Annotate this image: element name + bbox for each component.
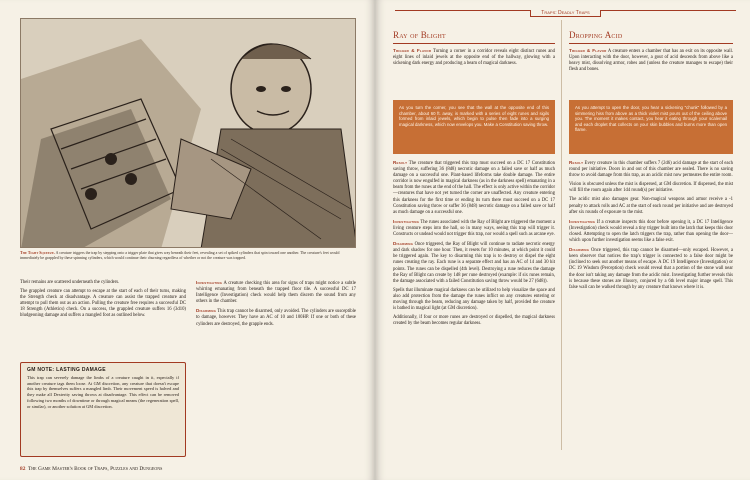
investigating-label: Investigating [393, 218, 420, 224]
disarming-label: Disarming [569, 247, 590, 253]
page-footer [20, 466, 162, 472]
left-column-1 [20, 280, 186, 323]
acid-trigger [569, 48, 733, 76]
paragraph [569, 48, 733, 73]
trigger-label: Trigger & Flavor [393, 48, 432, 53]
page-number: 82 [20, 466, 26, 472]
paragraph [196, 308, 356, 327]
paragraph: The grappled creature can attempt to escape at the start of each of their turns, making the Strength check at disadvantage. A creature can assist the trapped creature and attempt to pull them out as an action. Pulling the creature free requires a successful DC 18 Strength (Athletics) check. On a success, the grappled creature suffers 16 (3d10) bludgeoning damage and suffers a mangled foot as outlined below. [20, 289, 186, 319]
dropping-acid-title: Dropping Acid [569, 30, 623, 40]
ray-of-blight-title: Ray of Blight [393, 30, 446, 40]
illustration-art [21, 19, 356, 248]
paragraph: Vision is obscured unless the mist is dispersed, at GM discretion. If dispersed, the mist will fill the room again after 1d4 round(s) per initiative. [569, 182, 733, 194]
trigger-text: Turning a corner in a corridor reveals eight distinct runes and eight lines of inlaid jewels at the opposite end of the hallway, glowing with a sickening dark energy and producing a beam of magical darkness. [393, 49, 555, 67]
paragraph [393, 48, 555, 67]
caption-lead: The Tight Squeeze. [20, 251, 55, 255]
paragraph [569, 219, 733, 244]
running-head [395, 10, 736, 20]
paragraph [569, 247, 733, 291]
paragraph: Additionally, if four or more runes are destroyed or dispelled, the magical darkness created by the beam becomes regular darkness. [393, 315, 555, 327]
investigating-label: Investigating [196, 280, 223, 285]
paragraph: Spells that illuminate magical darkness can be utilized to help visualize the space and also add protection from the damage the runes inflict on any creatures entering or moving through the beam, reducing any damage taken by half, provided the creature is bathed in magical light (at GM discretion). [393, 287, 555, 312]
paragraph: Their remains are scattered underneath the cylinders. [20, 280, 120, 285]
left-column-2 [196, 280, 356, 331]
book-title: The Game Master's Book of Traps, Puzzles and Dungeons [28, 466, 163, 472]
title-rule [393, 43, 555, 44]
acid-body [569, 160, 733, 294]
paragraph [569, 160, 733, 179]
disarming-text: Once triggered, the Ray of Blight will continue to radiate necrotic energy and dark shadow for one hour. Then, it resets for 10 minutes, at which point it could be triggered again. The key to disarming this trap is to destroy or dispel the eight runes creating the ray. Each rune is a separate effect and has an AC of 14 and 30 hit points. The runes can be dispelled (4th level). Destroying a rune reduces the damage the Ray of Blight can create by 1d8 per rune destroyed (example: if six runes remain, the damage associated with a failed Constitution saving throw would be 27 (6d8)). [393, 242, 555, 284]
disarming-label: Disarming [393, 241, 414, 247]
disarming-text: This trap cannot be disarmed, only avoided. The cylinders are susceptible to damage, however. They have an AC of 10 and 100HP. If one or both of these cylinders are destroyed, the grapple ends. [196, 309, 356, 327]
disarming-text: Once triggered, this trap cannot be disarmed—only escaped. However, a keen observer that notices the trap's trigger is connected to a false door might be (inclined to seek out another means of escape. A DC 19 Intelligence (Investigation) or DC 19 Wisdom (Perception) check would reveal that a portion of the stone wall near the door isn't taking any damage from the acidic mist. Investigating further reveals this is because these stones are illusory, conjured by a 6th level major image spell. This false wall can be walked through by any creature that knows where it is. [569, 248, 734, 290]
ray-read-aloud: As you turn the corner, you see that the wall at the opposite end of this chamber, about 60 ft. away, is marked with a series of eight runes and sigils formed from inlaid jewels, which begin to pulse then fade into a surging magical darkness, which now envelops you. Make a Constitution saving throw. [393, 100, 555, 154]
column-divider [561, 20, 562, 450]
gm-note-title: GM NOTE: LASTING DAMAGE [27, 367, 106, 373]
gm-note-text: This trap can severely damage the limbs of a creature caught in it, especially if another creature tags them loose. At GM discretion, any creature that doesn't escape this trap by themselves suffers a mangled limb. Their movement speed is halved and they make all Dexterity saving throws at disadvantage. This effect can be removed following two months of downtime or through magical means (the regeneration spell, or similar), or another solution at GM discretion. [27, 375, 179, 409]
acid-read-aloud: As you attempt to open the door, you hear a sickening "chunk" followed by a simmering hiss from above as a thick violet mist pours out of the ceiling above you. The moment it makes contact, you hear it eating through your scalemail and each droplet that collects on your skin bubbles and burns more than open flame. [569, 100, 733, 154]
result-label: Result [393, 160, 408, 165]
illustration-tight-squeeze [20, 18, 356, 248]
paragraph [393, 219, 555, 238]
investigating-text: A creature checking this area for signs of traps might notice a subtle whirring emanating from beneath the trapped floor tile. A successful DC 17 Intelligence (Investigation) check would help them discern the sound from any others in the chamber. [196, 281, 356, 305]
illustration-caption [20, 251, 356, 261]
paragraph: The acidic mist also damages gear. Non-magical weapons and armor receive a -1 penalty to attack rolls and AC at the start of each round per initiative and are destroyed after six rounds of exposure to the mist. [569, 197, 733, 215]
disarming-label: Disarming [196, 308, 217, 314]
right-page [375, 0, 750, 480]
paragraph [393, 241, 555, 285]
investigating-text: The runes associated with the Ray of Blight are triggered the moment a living creature steps into the hall, so in many ways, seeing this trap will trigger it. Constructs or undead would not trigger this trap, nor would a spell such as arcane eye. [393, 219, 555, 238]
trigger-text: A creature enters a chamber that has an exit on its opposite wall. Upon interacting with the door, however, a gout of acid descends from above like a heavy mist, dissolving armor, robes and (unless the creature manages to escape) their flesh and bones. [569, 49, 733, 73]
title-rule [569, 43, 733, 44]
trigger-label: Trigger & Flavor [569, 48, 607, 53]
investigating-label: Investigating [569, 218, 596, 224]
result-text: The creature that triggered this trap must succeed on a DC 17 Constitution saving throw, suffering 36 (8d8) necrotic damage on a failed save or half as much damage on a successful one. Plant-based lifeforms take double damage. The entire corridor is now engulfed in magical darkness (as in the darkness spell) emanating in a beam from the runes at the end of the hall. The effect is only active within the corridor—creatures that have not yet turned the corner are unaffected. Any creature entering this darkness for the first time or ending its turn there must succeed on a DC 17 Constitution saving throw or suffer 36 (8d8) necrotic damage on a failed save or half as much damage on a successful one. [393, 161, 556, 215]
result-text: Every creature in this chamber suffers 7 (2d6) acid damage at the start of each round per initiative. Doors in and out of this chamber are sealed. There is no saving throw to avoid damage from this trap, as an acidic mist now permeates the entire room. [569, 161, 734, 179]
paragraph [196, 280, 356, 305]
running-head-text: Traps: Deadly Traps [530, 10, 600, 17]
ray-trigger [393, 48, 555, 70]
caption-text: A creature triggers the trap by stepping onto a trigger plate that gives way beneath their feet, revealing a set of spiked cylinders that spin toward one another. The creature's feet would immediately be grappled by these spinning cylinders, which would continue their churning regardless of whether or not the creature was trapped. [20, 251, 340, 260]
ray-body [393, 160, 555, 330]
investigating-text: If a creature inspects this door before opening it, a DC 17 Intelligence (Investigation) check would reveal a tiny trigger built into the latch that keeps this door closed. Attempting to open the latch triggers the trap, rather than opening the door—which upon further investigation seems like a false exit. [569, 219, 734, 244]
paragraph [393, 160, 555, 216]
gm-note-box [20, 362, 186, 457]
result-label: Result [569, 160, 584, 165]
